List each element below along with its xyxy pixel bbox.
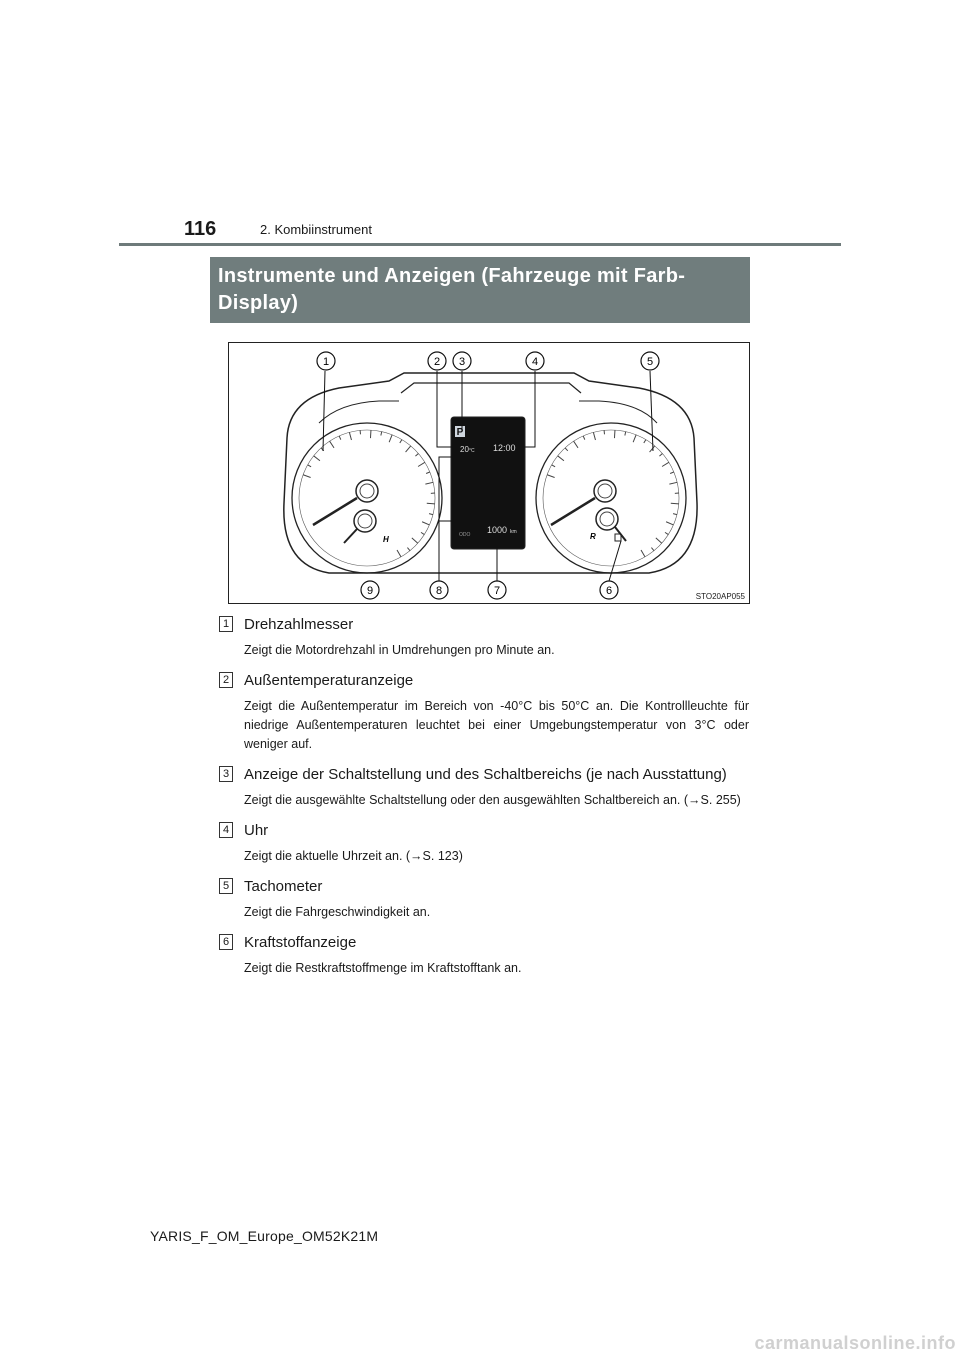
list-item [219,765,749,810]
item-title: Anzeige der Schaltstellung und des Schaltbereichs (je nach Ausstattung) [244,766,727,783]
callout-5 [641,352,659,370]
item-number: 6 [219,934,233,950]
item-description: Zeigt die Fahrgeschwindigkeit an. [244,905,431,919]
instrument-cluster-figure [228,342,750,604]
reverse-label: R [590,532,596,541]
callout-2 [428,352,446,370]
item-number: 3 [219,766,233,782]
display-clock: 12:00 [493,443,516,453]
chapter-title: 2. Kombiinstrument [260,222,372,237]
list-item [219,933,749,978]
callouts-bottom [361,581,618,599]
item-number: 4 [219,822,233,838]
item-description: Zeigt die Motordrehzahl in Umdrehungen pro Minute an. [244,643,555,657]
shift-position-indicator: P [456,427,464,438]
callouts-top [317,352,659,370]
figure-code: STO20AP055 [695,592,745,601]
item-number: 5 [219,878,233,894]
item-list [219,615,749,978]
list-item [219,615,749,660]
item-title: Drehzahlmesser [244,616,354,633]
rpm-gauge [292,423,442,573]
item-title: Außentemperaturanzeige [244,672,414,689]
item-description: Zeigt die ausgewählte Schaltstellung oder den ausgewählten Schaltbereich an. (→S. 255) [244,793,741,807]
instrument-cluster-illustration [229,343,749,603]
callout-7 [488,581,506,599]
temp-hot-label: H [383,535,389,544]
svg-text:5: 5 [646,356,654,368]
item-number: 1 [219,616,233,632]
display-odometer-unit: km [510,529,517,535]
svg-text:2: 2 [433,356,441,368]
item-description: Zeigt die Restkraftstoffmenge im Kraftstofftank an. [244,961,522,975]
svg-text:8: 8 [435,585,443,597]
callout-9 [361,581,379,599]
list-item [219,671,749,754]
svg-text:9: 9 [366,585,374,597]
display-temperature: 20 [460,445,469,454]
svg-text:6: 6 [605,585,613,597]
callout-1 [317,352,335,370]
section-title: Instrumente und Anzeigen (Fahrzeuge mit Farb-Display) [210,257,750,323]
display-temperature-unit: °C [469,448,475,454]
display-odo-label: ODO [459,532,471,538]
callout-8 [430,581,448,599]
item-title: Tachometer [244,878,323,895]
svg-text:4: 4 [531,356,539,368]
center-display [451,417,525,549]
watermark: carmanualsonline.info [754,1333,956,1353]
item-title: Uhr [244,822,269,839]
callout-4 [526,352,544,370]
svg-text:1: 1 [322,356,330,368]
speedometer-gauge [536,423,686,573]
page-number: 116 [184,218,217,240]
callout-6 [600,581,618,599]
list-item [219,821,749,866]
item-title: Kraftstoffanzeige [244,934,357,951]
item-description: Zeigt die aktuelle Uhrzeit an. (→S. 123) [244,849,463,863]
document-id: YARIS_F_OM_Europe_OM52K21M [150,1228,379,1244]
list-item [219,877,749,922]
display-odometer: 1000 [487,525,508,535]
svg-text:3: 3 [458,356,466,368]
item-description: Zeigt die Außentemperatur im Bereich von -40°C bis 50°C an. Die Kontrollleuchte für niedrige Außentemperaturen leuchtet bei einer Umgebungstemperatur von 3°C oder weniger auf. [244,699,749,751]
header-divider [119,243,841,246]
svg-text:7: 7 [493,585,501,597]
item-number: 2 [219,672,233,688]
callout-3 [453,352,471,370]
